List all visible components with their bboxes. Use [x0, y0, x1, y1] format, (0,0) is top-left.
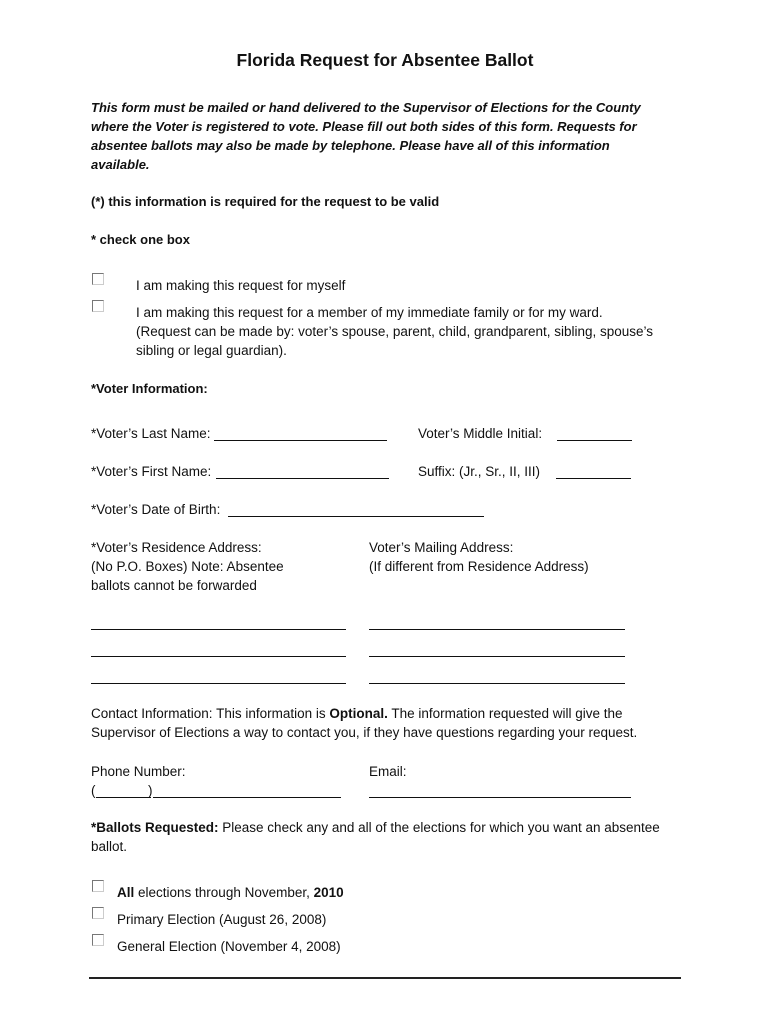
suffix-field[interactable]: [556, 478, 631, 479]
phone-label: Phone Number:: [91, 764, 186, 779]
phone-number-field[interactable]: [153, 797, 341, 798]
all-mid: elections through November,: [134, 885, 314, 900]
phone-area-code-field[interactable]: [96, 797, 151, 798]
first-name-label: *Voter’s First Name:: [91, 464, 212, 479]
checkbox-family[interactable]: [92, 300, 104, 312]
option-general-election: General Election (November 4, 2008): [117, 939, 341, 954]
required-note: (*) this information is required for the request to be valid: [91, 194, 440, 209]
residence-address-note-2: ballots cannot be forwarded: [91, 578, 257, 593]
ballots-instruction-2: ballot.: [91, 839, 128, 854]
page-title: Florida Request for Absentee Ballot: [236, 50, 534, 70]
residence-address-line[interactable]: [91, 683, 346, 684]
suffix-label: Suffix: (Jr., Sr., II, III): [418, 464, 541, 479]
check-one-note: * check one box: [91, 232, 190, 247]
contact-info-text-2: Supervisor of Elections a way to contact you, if they have questions regarding your request.: [91, 725, 638, 740]
residence-address-label: *Voter’s Residence Address:: [91, 540, 262, 555]
mailing-address-note: (If different from Residence Address): [369, 559, 589, 574]
middle-initial-label: Voter’s Middle Initial:: [418, 426, 543, 441]
contact-optional: Optional.: [329, 706, 388, 721]
email-field[interactable]: [369, 797, 631, 798]
first-name-field[interactable]: [216, 478, 389, 479]
last-name-label: *Voter’s Last Name:: [91, 426, 211, 441]
middle-initial-field[interactable]: [557, 440, 632, 441]
all-bold: All: [117, 885, 135, 900]
mailing-address-label: Voter’s Mailing Address:: [369, 540, 514, 555]
dob-field[interactable]: [228, 516, 484, 517]
ballots-instruction: Please check any and all of the elections for which you want an absentee: [218, 820, 660, 835]
ballots-requested-text: [91, 820, 660, 835]
mailing-address-line[interactable]: [369, 629, 625, 630]
residence-address-note: (No P.O. Boxes) Note: Absentee: [91, 559, 284, 574]
mailing-address-line[interactable]: [369, 683, 625, 684]
all-year: 2010: [313, 885, 344, 900]
option-primary-election: Primary Election (August 26, 2008): [117, 912, 327, 927]
residence-address-line[interactable]: [91, 629, 346, 630]
residence-address-line[interactable]: [91, 656, 346, 657]
last-name-field[interactable]: [214, 440, 387, 441]
dob-label: *Voter’s Date of Birth:: [91, 502, 221, 517]
email-label: Email:: [369, 764, 407, 779]
checkbox-all-elections[interactable]: [92, 880, 104, 892]
voter-info-heading: *Voter Information:: [91, 381, 208, 396]
checkbox-self[interactable]: [92, 273, 104, 285]
phone-area-open: (: [91, 783, 96, 798]
option-all-elections: [117, 885, 344, 900]
ballots-heading: *Ballots Requested:: [91, 820, 219, 835]
mailing-address-line[interactable]: [369, 656, 625, 657]
checkbox-general-election[interactable]: [92, 934, 104, 946]
option-family-note: (Request can be made by: voter’s spouse, parent, child, grandparent, sibling, spouse’s: [136, 324, 654, 339]
intro-paragraph: This form must be mailed or hand delivered to the Supervisor of Elections for the County where the Voter is registered to vote. Please fill out both sides of this form. Requests for absentee ballots may also be made by telephone. Please have all of this information available.: [91, 100, 641, 172]
option-family-note-2: sibling or legal guardian).: [136, 343, 287, 358]
contact-info-pre: Contact Information: This information is: [91, 706, 330, 721]
contact-info-post: The information requested will give the: [387, 706, 623, 721]
bottom-divider: [89, 977, 681, 979]
checkbox-primary-election[interactable]: [92, 907, 104, 919]
option-self-label: I am making this request for myself: [136, 278, 346, 293]
option-family-label: I am making this request for a member of my immediate family or for my ward.: [136, 305, 603, 320]
contact-info-text: [91, 706, 623, 721]
phone-area-close: ): [148, 783, 153, 798]
